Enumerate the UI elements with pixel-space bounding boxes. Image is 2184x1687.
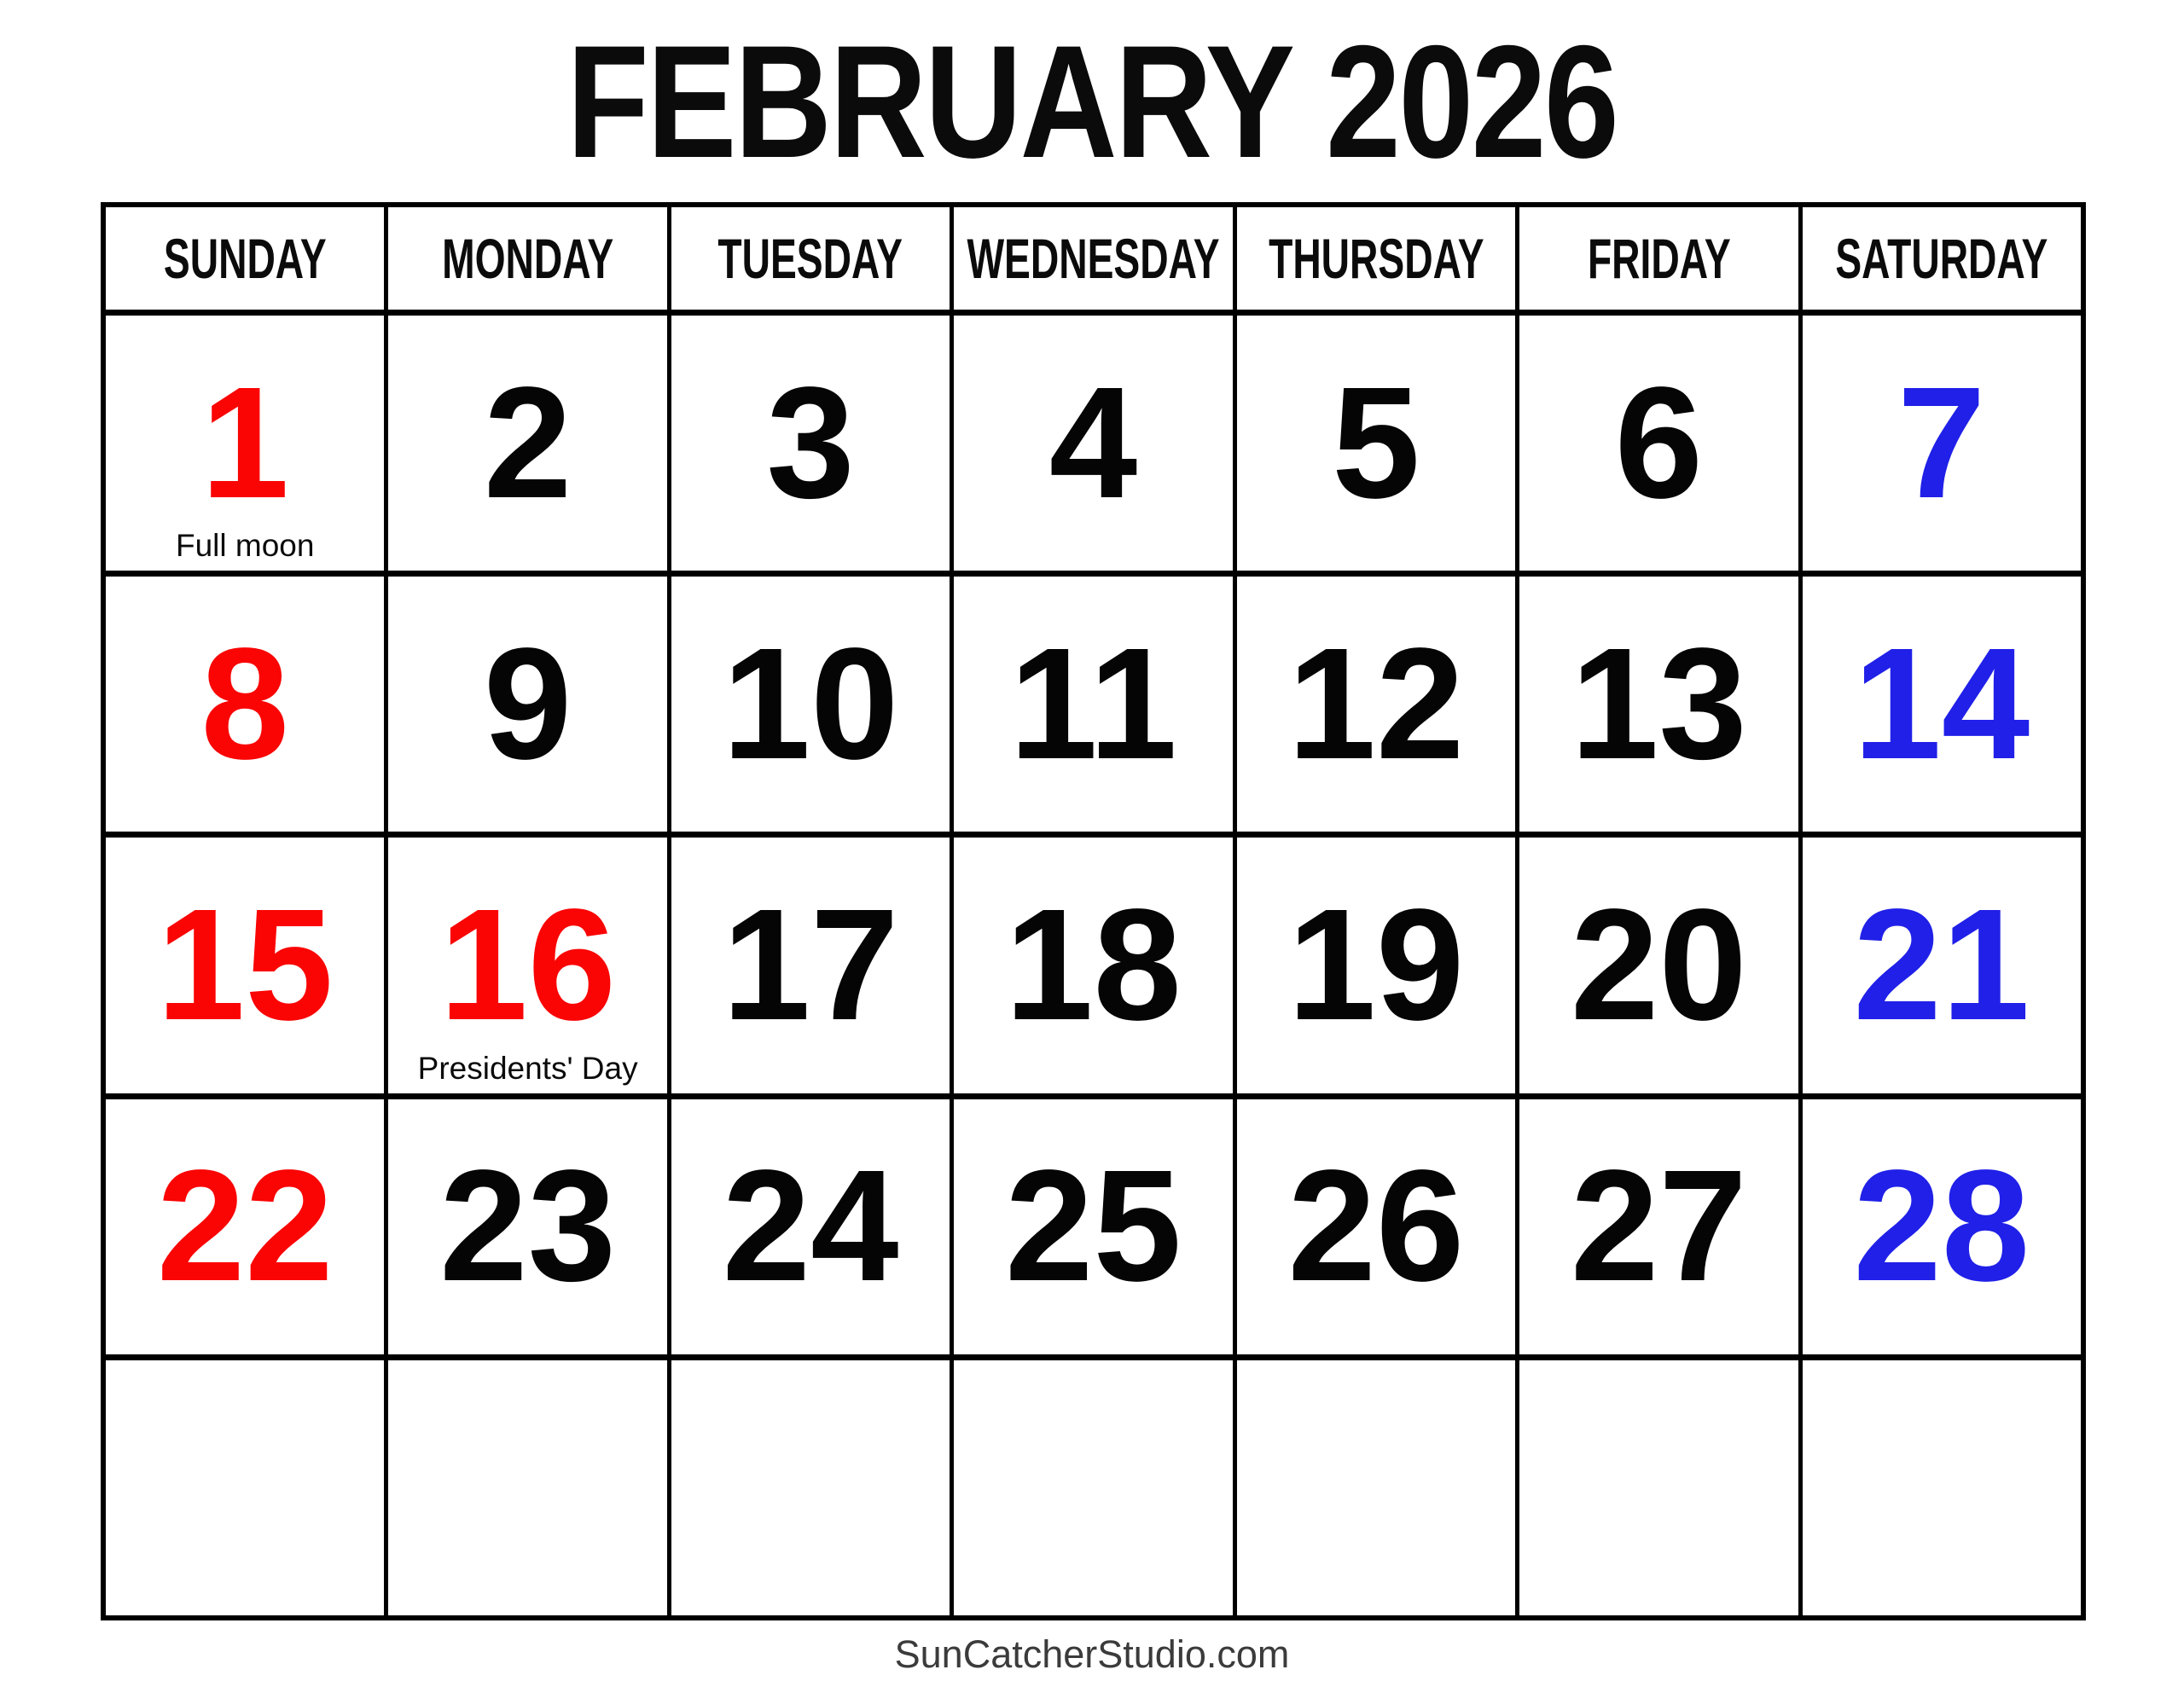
weekday-label: SATURDAY (1835, 227, 2048, 290)
day-cell-18 (954, 838, 1232, 1093)
day-cell-3 (671, 316, 950, 571)
weekday-header-sunday (106, 207, 384, 310)
day-number: 5 (1332, 354, 1420, 531)
day-number: 1 (200, 354, 289, 531)
day-number: 28 (1853, 1138, 2030, 1315)
weekday-label: WEDNESDAY (967, 227, 1220, 290)
day-number: 8 (200, 615, 289, 792)
day-number: 15 (156, 876, 334, 1053)
day-number: 21 (1853, 876, 2030, 1053)
day-number: 25 (1005, 1138, 1182, 1315)
weekday-header-tuesday (671, 207, 950, 310)
day-number: 23 (439, 1138, 617, 1315)
day-number: 4 (1048, 354, 1138, 531)
day-cell-25 (954, 1099, 1232, 1354)
day-cell-6 (1519, 316, 1798, 571)
day-cell-21 (1803, 838, 2081, 1093)
empty-day-cell (954, 1360, 1232, 1615)
day-number: 18 (1005, 876, 1182, 1053)
day-cell-19 (1237, 838, 1515, 1093)
page-title: FEBRUARY 2026 (566, 11, 1618, 191)
day-cell-1 (106, 316, 384, 571)
calendar-header (0, 0, 2184, 202)
day-cell-2 (388, 316, 666, 571)
weekday-header-monday (388, 207, 666, 310)
empty-day-cell (1519, 1360, 1798, 1615)
day-number: 2 (483, 354, 572, 531)
day-number: 7 (1897, 354, 1986, 531)
day-cell-14 (1803, 577, 2081, 832)
day-number: 14 (1853, 615, 2030, 792)
day-note: Presidents' Day (417, 1050, 638, 1086)
empty-day-cell (106, 1360, 384, 1615)
footer-credit: SunCatcherStudio.com (894, 1632, 1290, 1676)
day-number: 3 (766, 354, 855, 531)
weekday-header-thursday (1237, 207, 1515, 310)
day-cell-17 (671, 838, 950, 1093)
day-number: 16 (439, 876, 617, 1053)
day-note: Full moon (175, 528, 315, 564)
weekday-label: MONDAY (442, 227, 614, 290)
day-cell-11 (954, 577, 1232, 832)
day-number: 6 (1614, 354, 1704, 531)
day-cell-22 (106, 1099, 384, 1354)
day-cell-12 (1237, 577, 1515, 832)
day-number: 10 (722, 615, 899, 792)
weekday-header-friday (1519, 207, 1798, 310)
day-number: 20 (1570, 876, 1747, 1053)
day-cell-4 (954, 316, 1232, 571)
weekday-label: FRIDAY (1587, 227, 1731, 290)
day-cell-15 (106, 838, 384, 1093)
day-cell-10 (671, 577, 950, 832)
empty-day-cell (1803, 1360, 2081, 1615)
calendar-grid (101, 202, 2086, 1620)
empty-day-cell (1237, 1360, 1515, 1615)
day-cell-7 (1803, 316, 2081, 571)
day-number: 26 (1287, 1138, 1465, 1315)
day-number: 11 (1009, 615, 1177, 792)
weekday-label: TUESDAY (717, 227, 903, 290)
day-number: 19 (1287, 876, 1465, 1053)
day-cell-5 (1237, 316, 1515, 571)
day-cell-27 (1519, 1099, 1798, 1354)
empty-day-cell (388, 1360, 666, 1615)
day-cell-9 (388, 577, 666, 832)
day-number: 9 (483, 615, 572, 792)
day-number: 27 (1570, 1138, 1747, 1315)
weekday-label: SUNDAY (163, 227, 327, 290)
day-number: 13 (1570, 615, 1747, 792)
day-cell-23 (388, 1099, 666, 1354)
day-number: 12 (1287, 615, 1465, 792)
day-number: 22 (156, 1138, 334, 1315)
day-cell-24 (671, 1099, 950, 1354)
weekday-header-wednesday (954, 207, 1232, 310)
day-cell-8 (106, 577, 384, 832)
day-cell-28 (1803, 1099, 2081, 1354)
day-number: 24 (722, 1138, 899, 1315)
day-number: 17 (722, 876, 899, 1053)
weekday-header-saturday (1803, 207, 2081, 310)
day-cell-16 (388, 838, 666, 1093)
weekday-label: THURSDAY (1268, 227, 1484, 290)
day-cell-20 (1519, 838, 1798, 1093)
day-cell-26 (1237, 1099, 1515, 1354)
day-cell-13 (1519, 577, 1798, 832)
empty-day-cell (671, 1360, 950, 1615)
